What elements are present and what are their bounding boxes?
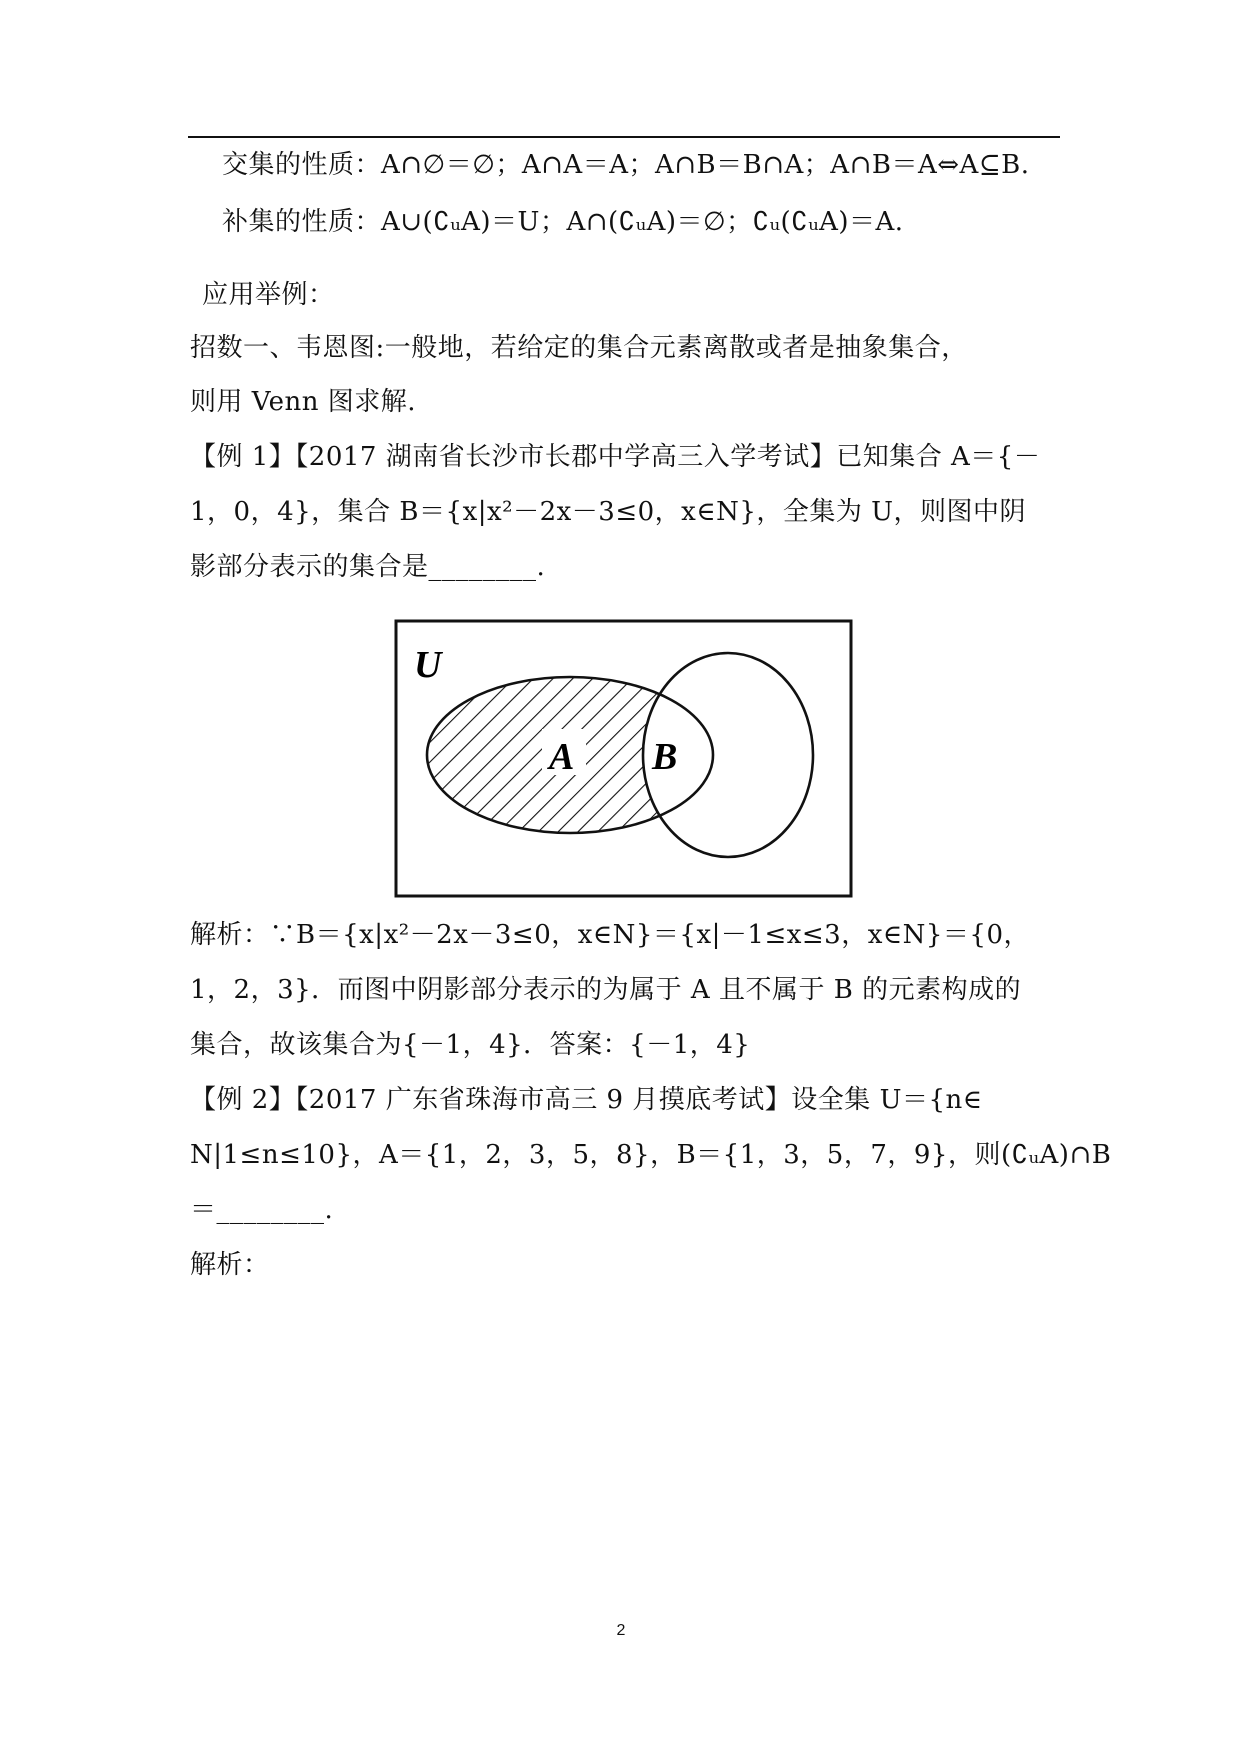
example1-line-3: 影部分表示的集合是________. — [190, 552, 546, 582]
solution1-line-3: 集合，故该集合为{－1，4}．答案：{－1，4} — [190, 1030, 751, 1060]
method-line-2: 则用 Venn 图求解. — [190, 387, 417, 417]
page-number: 2 — [616, 1622, 626, 1639]
set-a-label: A — [549, 736, 575, 778]
complement-properties: 补集的性质：A∪(∁ᵤA)＝U；A∩(∁ᵤA)＝∅；∁ᵤ(∁ᵤA)＝A. — [222, 207, 904, 237]
method-line-1: 招数一、韦恩图:一般地，若给定的集合元素离散或者是抽象集合， — [190, 333, 968, 363]
solution2-label: 解析： — [190, 1250, 270, 1280]
set-b-label: B — [652, 736, 678, 778]
example2-line-3: ＝________. — [190, 1195, 334, 1225]
section-title: 应用举例： — [202, 280, 335, 310]
venn-diagram — [394, 619, 856, 901]
example2-line-2: N|1≤n≤10}，A＝{1，2，3，5，8}，B＝{1，3，5，7，9}，则(∁ᵤA)∩B — [190, 1140, 1112, 1170]
intersection-properties: 交集的性质：A∩∅＝∅；A∩A＝A；A∩B＝B∩A；A∩B＝A⇔A⊆B. — [222, 150, 1030, 180]
universe-label: U — [414, 644, 442, 686]
shaded-region — [394, 619, 856, 901]
example1-line-1: 【例 1】【2017 湖南省长沙市长郡中学高三入学考试】已知集合 A＝{－ — [190, 442, 1041, 472]
header-rule — [188, 136, 1060, 138]
example1-line-2: 1，0，4}，集合 B＝{x|x²－2x－3≤0，x∈N}，全集为 U，则图中阴 — [190, 497, 1027, 527]
solution1-line-1: 解析：∵B＝{x|x²－2x－3≤0，x∈N}＝{x|－1≤x≤3，x∈N}＝{0， — [190, 920, 1031, 950]
solution1-line-2: 1，2，3}．而图中阴影部分表示的为属于 A 且不属于 B 的元素构成的 — [190, 975, 1022, 1005]
example2-line-1: 【例 2】【2017 广东省珠海市高三 9 月摸底考试】设全集 U＝{n∈ — [190, 1085, 983, 1115]
